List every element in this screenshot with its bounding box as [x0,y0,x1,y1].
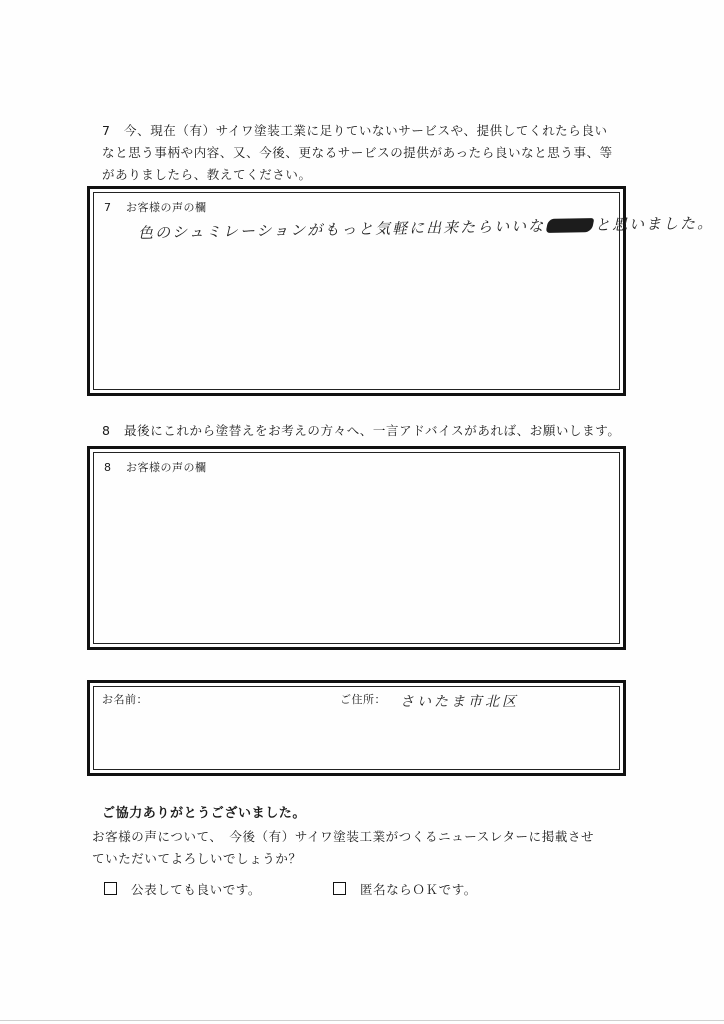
question-text: 最後にこれから塗替えをお考えの方々へ、一言アドバイスがあれば、お願いします。 [124,423,621,438]
answer-box-7[interactable] [87,186,715,396]
thanks-heading: ご協力ありがとうございました。 [102,806,307,821]
question-8 [102,420,642,442]
question-number: 8 [102,423,111,438]
consent-line: お客様の声について、 今後（有）サイワ塗装工業がつくるニュースレターに掲載させ [92,829,595,844]
box-number: 8 [104,461,112,474]
question-number: 7 [102,123,111,138]
customer-info-box[interactable] [87,680,626,776]
scan-edge-line [0,1020,724,1021]
consent-line: ていただいてよろしいでしょうか？ [92,851,302,866]
question-text: 今、現在（有）サイワ塗装工業に足りていないサービスや、提供してくれたら良い [124,123,608,138]
question-7 [102,120,622,186]
consent-option-public[interactable] [104,880,261,898]
answer-box-8[interactable] [87,446,626,650]
box-label-text: お客様の声の欄 [126,201,207,214]
name-label: お名前： [102,693,148,706]
question-7-line: なと思う事柄や内容、又、今後、更なるサービスの提供があったら良いなと思う事、等 [102,145,613,160]
question-7-line [102,120,622,142]
address-label: ご住所： [340,693,386,706]
box-number: 7 [104,201,112,214]
checkbox[interactable] [333,882,346,895]
question-7-line: がありましたら、教えてください。 [102,167,312,182]
answer-box-label [104,199,207,215]
option-label: 公表しても良いです。 [131,882,262,897]
answer-box-label [104,459,207,475]
handwritten-answer-7 [138,212,714,243]
checkbox[interactable] [104,882,117,895]
answer-text-part: と思いました。 [594,213,715,235]
crossed-out-scribble [546,218,595,233]
option-label: 匿名ならＯＫです。 [360,882,477,897]
consent-option-anonymous[interactable] [333,880,477,898]
answer-text-part: 色のシュミレーションがもっと気軽に出来たらいいな [137,216,546,243]
handwritten-address: さいたま市北区 [400,694,519,710]
consent-question [92,826,642,870]
box-label-text: お客様の声の欄 [126,461,207,474]
